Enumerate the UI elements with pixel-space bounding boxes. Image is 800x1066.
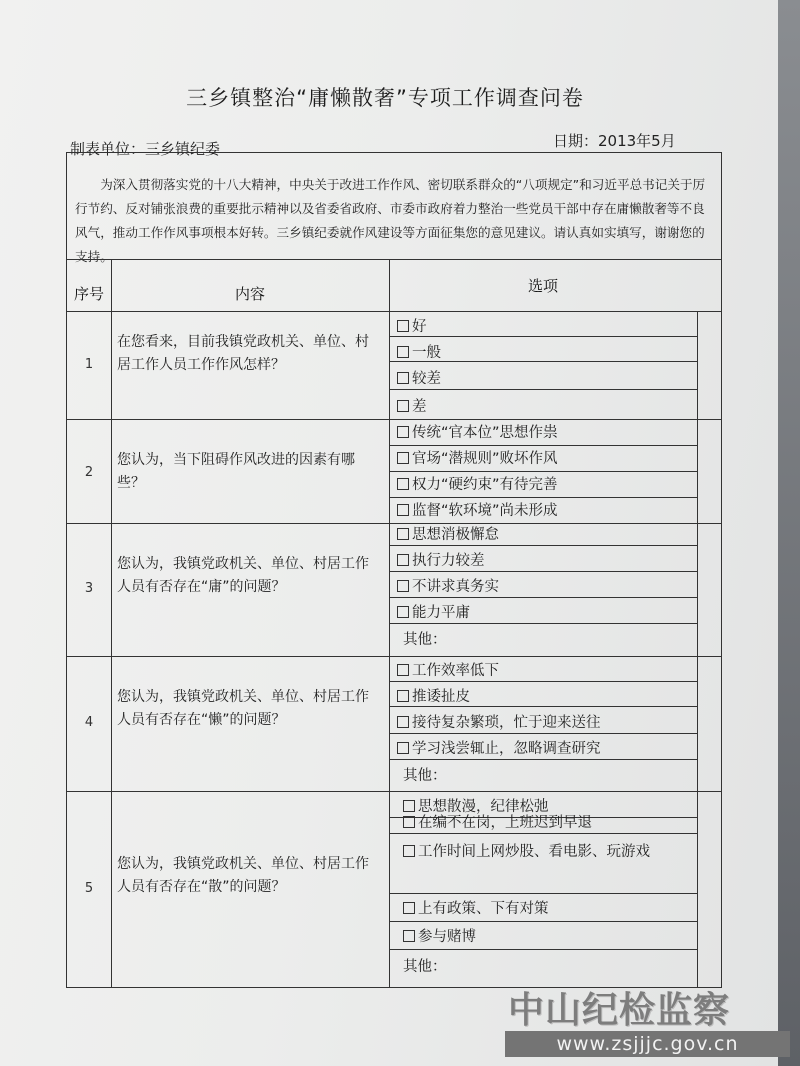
rule-intro-bottom: [67, 259, 721, 260]
other-field[interactable]: 其他：: [403, 959, 447, 975]
option-checkbox[interactable]: 监督“软环境”尚未形成: [397, 499, 558, 520]
intro-paragraph: 为深入贯彻落实党的十八大精神，中央关于改进工作作风、密切联系群众的“八项规定”和习近平总书记关于厉行节约、反对铺张浪费的重要批示精神以及省委省政府、市委市政府着力整治一些党员干部中存在庸懒散奢等不良风气，推动工作作风事项根本好转。三乡镇纪委就作风建设等方面征集您的意见建议。请认真如实填写，谢谢您的支持。: [75, 177, 706, 264]
col-header-content: 内容: [234, 285, 265, 303]
question-number: 1: [84, 357, 94, 372]
checkbox-icon[interactable]: [397, 478, 409, 490]
other-field[interactable]: 其他：: [403, 768, 447, 784]
option-checkbox[interactable]: 接待复杂繁琐，忙于迎来送往: [397, 711, 601, 732]
rule-opt: [389, 471, 697, 472]
rule-opt: [389, 545, 697, 546]
document-title: 三乡镇整治“庸懒散奢”专项工作调查问卷: [186, 86, 584, 110]
checkbox-icon[interactable]: [403, 816, 415, 828]
question-text: 您认为，我镇党政机关、单位、村居工作人员有否存在“懒”的问题？: [117, 689, 369, 728]
option-checkbox[interactable]: 执行力较差: [397, 549, 485, 570]
rule-opt: [389, 445, 697, 446]
option-checkbox[interactable]: 好: [397, 315, 427, 336]
rule-opt-right: [697, 311, 698, 987]
option-checkbox[interactable]: 工作效率低下: [397, 659, 499, 680]
checkbox-icon[interactable]: [397, 504, 409, 516]
question-number: 3: [84, 581, 94, 596]
rule-header-bottom: [67, 311, 721, 312]
checkbox-icon[interactable]: [397, 554, 409, 566]
rule-opt: [389, 336, 697, 337]
question-number: 4: [84, 715, 94, 730]
checkbox-icon[interactable]: [397, 320, 409, 332]
other-field[interactable]: 其他：: [403, 632, 447, 648]
checkbox-icon[interactable]: [403, 902, 415, 914]
issue-date: 日期：2013年5月: [553, 132, 676, 150]
rule-q1-bottom: [67, 419, 721, 420]
checkbox-icon[interactable]: [397, 742, 409, 754]
checkbox-icon[interactable]: [397, 716, 409, 728]
option-checkbox[interactable]: 上有政策、下有对策: [403, 897, 549, 918]
option-checkbox[interactable]: 工作时间上网炒股、看电影、玩游戏: [403, 839, 723, 866]
question-number: 5: [84, 881, 94, 896]
watermark-logo-text: 中山纪检监察: [508, 989, 731, 1031]
rule-opt: [389, 949, 697, 950]
watermark-url: www.zsjjjc.gov.cn: [505, 1031, 790, 1057]
checkbox-icon[interactable]: [397, 346, 409, 358]
option-checkbox[interactable]: 推诿扯皮: [397, 685, 470, 706]
rule-opt: [389, 681, 697, 682]
survey-table: [66, 152, 722, 988]
question-text: 您认为，我镇党政机关、单位、村居工作人员有否存在“庸”的问题？: [117, 556, 369, 595]
checkbox-icon[interactable]: [397, 606, 409, 618]
checkbox-icon[interactable]: [397, 580, 409, 592]
option-checkbox[interactable]: 参与赌博: [403, 925, 476, 946]
rule-opt: [389, 623, 697, 624]
option-checkbox[interactable]: 在编不在岗，上班迟到早退: [403, 811, 592, 832]
col-header-options: 选项: [527, 277, 558, 295]
option-checkbox[interactable]: 权力“硬约束”有待完善: [397, 473, 558, 494]
option-checkbox[interactable]: 差: [397, 395, 427, 416]
question-text: 在您看来，目前我镇党政机关、单位、村居工作人员工作作风怎样？: [117, 334, 369, 373]
rule-opt: [389, 893, 697, 894]
checkbox-icon[interactable]: [397, 528, 409, 540]
option-checkbox[interactable]: 一般: [397, 341, 441, 362]
rule-opt: [389, 706, 697, 707]
rule-q4-bottom: [67, 791, 721, 792]
issuing-unit: 制表单位：三乡镇纪委: [70, 140, 221, 158]
rule-opt: [389, 759, 697, 760]
checkbox-icon[interactable]: [403, 930, 415, 942]
rule-opt: [389, 833, 697, 834]
rule-opt: [389, 921, 697, 922]
checkbox-icon[interactable]: [397, 452, 409, 464]
rule-opt: [389, 389, 697, 390]
option-checkbox[interactable]: 官场“潜规则”败坏作风: [397, 447, 558, 468]
checkbox-icon[interactable]: [397, 426, 409, 438]
checkbox-icon[interactable]: [397, 690, 409, 702]
rule-q2-bottom: [67, 523, 721, 524]
rule-opt: [389, 571, 697, 572]
option-checkbox[interactable]: 较差: [397, 367, 441, 388]
rule-col-num: [111, 259, 112, 987]
rule-opt: [389, 497, 697, 498]
checkbox-icon[interactable]: [397, 664, 409, 676]
option-checkbox[interactable]: 能力平庸: [397, 601, 470, 622]
background-edge: [778, 0, 800, 1066]
option-checkbox[interactable]: 不讲求真务实: [397, 575, 499, 596]
rule-opt: [389, 597, 697, 598]
rule-q3-bottom: [67, 656, 721, 657]
checkbox-icon[interactable]: [397, 400, 409, 412]
col-header-num: 序号: [73, 285, 104, 303]
question-text: 您认为，当下阻碍作风改进的因素有哪些？: [117, 452, 355, 491]
rule-opt: [389, 733, 697, 734]
option-checkbox[interactable]: 学习浅尝辄止，忽略调查研究: [397, 737, 601, 758]
checkbox-icon[interactable]: [403, 845, 415, 857]
checkbox-icon[interactable]: [397, 372, 409, 384]
question-text: 您认为，我镇党政机关、单位、村居工作人员有否存在“散”的问题？: [117, 856, 369, 895]
option-checkbox[interactable]: 传统“官本位”思想作祟: [397, 421, 558, 442]
question-number: 2: [84, 465, 94, 480]
option-checkbox[interactable]: 思想散漫，纪律松弛: [403, 795, 549, 816]
option-checkbox[interactable]: 思想消极懈怠: [397, 523, 499, 544]
